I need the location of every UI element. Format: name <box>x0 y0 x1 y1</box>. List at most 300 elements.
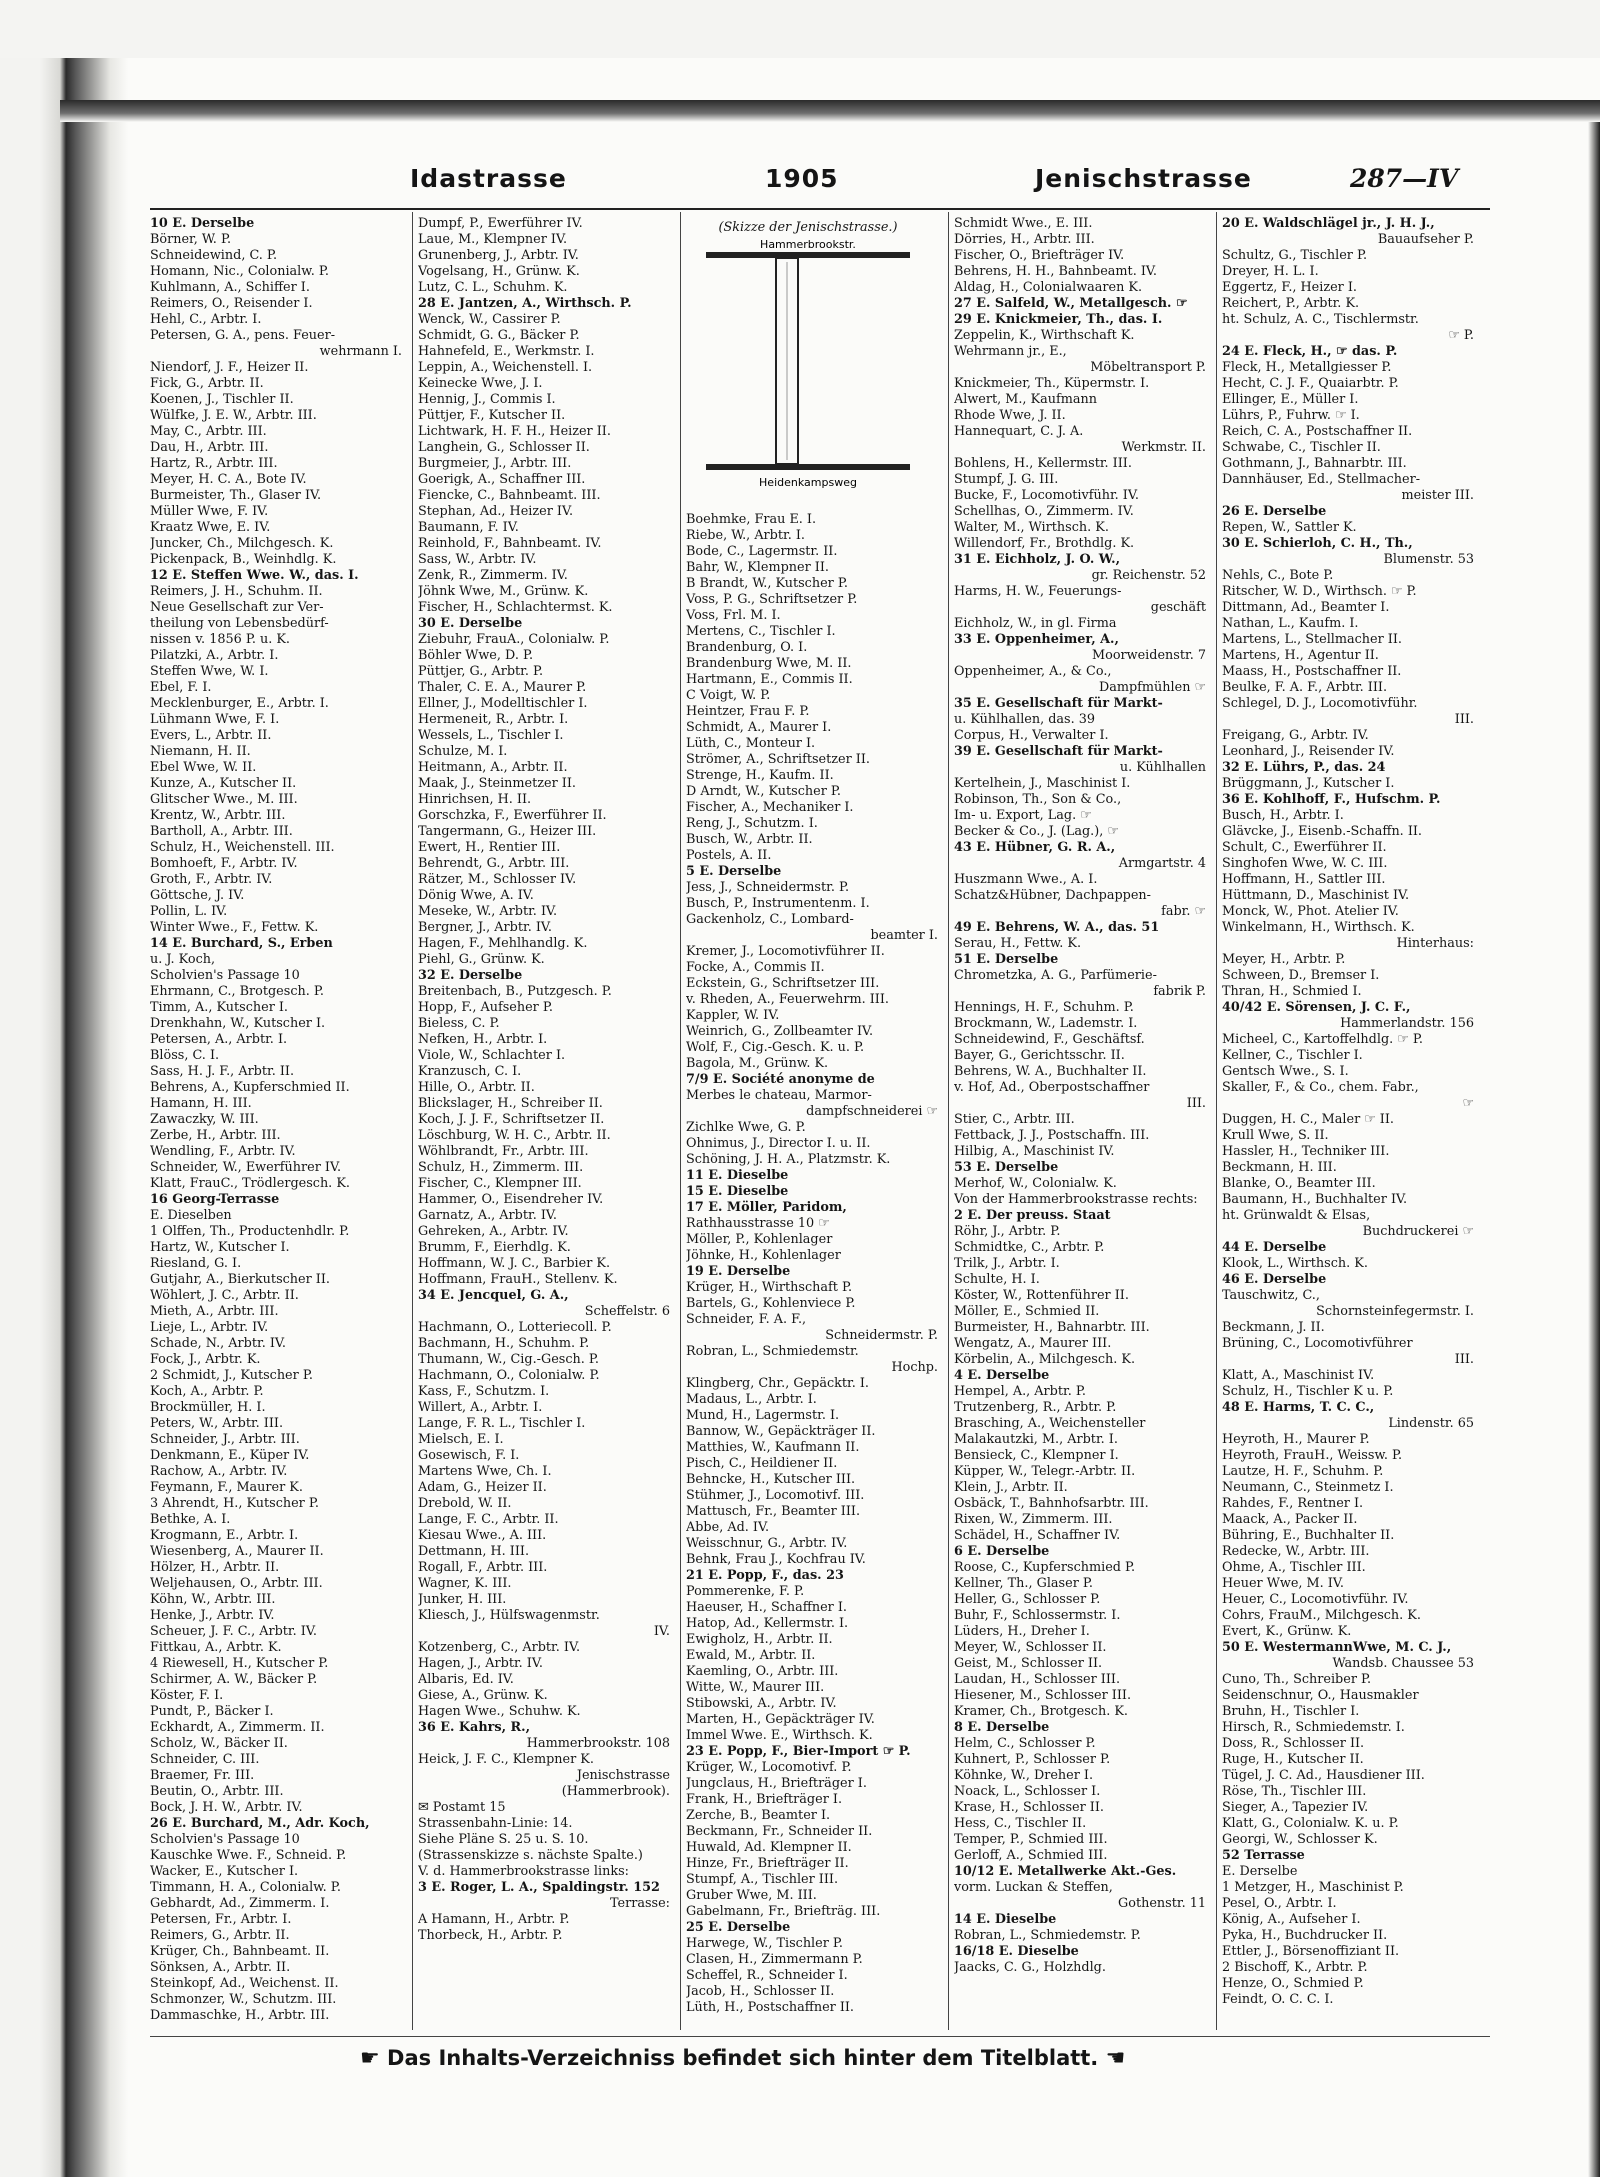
directory-entry: v. Rheden, A., Feuerwehrm. III. <box>686 992 889 1007</box>
directory-entry: Matthies, W., Kaufmann II. <box>686 1440 860 1455</box>
directory-entry: Schade, N., Arbtr. IV. <box>150 1336 286 1351</box>
column-1 <box>150 216 402 2026</box>
directory-entry: Serau, H., Fettw. K. <box>954 936 1082 951</box>
directory-entry: Heick, J. F. C., Klempner K. <box>418 1752 594 1767</box>
directory-entry: 1 Olffen, Th., Productenhdlr. P. <box>150 1224 350 1239</box>
directory-entry: Ewald, M., Arbtr. II. <box>686 1648 816 1663</box>
directory-entry: Wöhlert, J. C., Arbtr. II. <box>150 1288 299 1303</box>
directory-entry: Buhr, F., Schlossermstr. I. <box>954 1608 1121 1623</box>
directory-entry: Kliesch, J., Hülfswagenmstr. <box>418 1608 600 1623</box>
directory-entry: Kertelhein, J., Maschinist I. <box>954 776 1131 791</box>
directory-entry: Dannhäuser, Ed., Stellmacher- <box>1222 472 1421 487</box>
directory-entry: Heitmann, A., Arbtr. II. <box>418 760 568 775</box>
directory-entry: Zichlke Wwe, G. P. <box>686 1120 806 1135</box>
directory-entry: Robinson, Th., Son & Co., <box>954 792 1122 807</box>
directory-entry: Evers, L., Arbtr. II. <box>150 728 272 743</box>
directory-entry: Temper, P., Schmied III. <box>954 1832 1108 1847</box>
directory-entry: Kuhlmann, A., Schiffer I. <box>150 280 310 295</box>
directory-entry: 36 E. Kohlhoff, F., Hufschm. P. <box>1222 792 1441 807</box>
directory-entry: Pommerenke, F. P. <box>686 1584 805 1599</box>
column-divider <box>412 212 413 2030</box>
directory-entry: Tangermann, G., Heizer III. <box>418 824 597 839</box>
directory-entry: Sass, H. J. F., Arbtr. II. <box>150 1064 295 1079</box>
directory-entry: Werkmstr. II. <box>1121 440 1206 455</box>
directory-entry: B Brandt, W., Kutscher P. <box>686 576 848 591</box>
directory-entry: Zerbe, H., Arbtr. III. <box>150 1128 281 1143</box>
directory-entry: Gothenstr. 11 <box>1118 1896 1206 1911</box>
directory-entry: Fischer, O., Briefträger IV. <box>954 248 1125 263</box>
directory-entry: C Voigt, W. P. <box>686 688 771 703</box>
directory-entry: Krogmann, E., Arbtr. I. <box>150 1528 299 1543</box>
directory-entry: Heyroth, FrauH., Weissw. P. <box>1222 1448 1403 1463</box>
directory-entry: Jenischstrasse <box>576 1768 670 1783</box>
directory-entry: Beckmann, H. III. <box>1222 1160 1337 1175</box>
directory-entry: Kellner, C., Tischler I. <box>1222 1048 1363 1063</box>
directory-entry: Klein, J., Arbtr. II. <box>954 1480 1068 1495</box>
directory-entry: Busch, W., Arbtr. II. <box>686 832 813 847</box>
directory-entry: Wenck, W., Cassirer P. <box>418 312 561 327</box>
directory-entry: fabrik P. <box>1153 984 1206 999</box>
column-divider <box>948 212 949 2030</box>
directory-entry: Schellhas, O., Zimmerm. IV. <box>954 504 1134 519</box>
directory-entry: Hammer, O., Eisendreher IV. <box>418 1192 604 1207</box>
directory-entry: Brasching, A., Weichensteller <box>954 1416 1146 1431</box>
directory-entry: Thaler, C. E. A., Maurer P. <box>418 680 587 695</box>
directory-entry: Timm, A., Kutscher I. <box>150 1000 288 1015</box>
directory-entry: Helm, C., Schlosser P. <box>954 1736 1096 1751</box>
directory-entry: Kass, F., Schutzm. I. <box>418 1384 550 1399</box>
directory-entry: Bethke, A. I. <box>150 1512 231 1527</box>
directory-entry: Dumpf, P., Ewerführer IV. <box>418 216 583 231</box>
directory-entry: Zenk, R., Zimmerm. IV. <box>418 568 568 583</box>
directory-entry: Armgartstr. 4 <box>1118 856 1206 871</box>
directory-entry: Feymann, F., Maurer K. <box>150 1480 303 1495</box>
directory-entry: Glävcke, J., Eisenb.-Schaffn. II. <box>1222 824 1422 839</box>
directory-entry: Bergner, J., Arbtr. IV. <box>418 920 552 935</box>
directory-entry: 21 E. Popp, F., das. 23 <box>686 1568 844 1583</box>
directory-entry: Piehl, G., Grünw. K. <box>418 952 545 967</box>
directory-entry: Bohlens, H., Kellermstr. III. <box>954 456 1132 471</box>
directory-entry: Timmann, H. A., Colonialw. P. <box>150 1880 341 1895</box>
directory-entry: Ebel, F. I. <box>150 680 212 695</box>
directory-entry: Repen, W., Sattler K. <box>1222 520 1357 535</box>
directory-entry: Groth, F., Arbtr. IV. <box>150 872 273 887</box>
directory-entry: Bachmann, H., Schuhm. P. <box>418 1336 590 1351</box>
directory-entry: Kunze, A., Kutscher II. <box>150 776 297 791</box>
directory-entry: Garnatz, A., Arbtr. IV. <box>418 1208 557 1223</box>
directory-entry: Terrasse: <box>610 1896 670 1911</box>
directory-entry: Rixen, W., Zimmerm. III. <box>954 1512 1113 1527</box>
directory-entry: 35 E. Gesellschaft für Markt- <box>954 696 1163 711</box>
page-header <box>150 160 1490 200</box>
directory-entry: gr. Reichenstr. 52 <box>1091 568 1206 583</box>
directory-entry: Eckhardt, A., Zimmerm. II. <box>150 1720 325 1735</box>
directory-entry: 26 E. Burchard, M., Adr. Koch, <box>150 1816 370 1831</box>
directory-entry: Kraatz Wwe, E. IV. <box>150 520 271 535</box>
directory-entry: Braemer, Fr. III. <box>150 1768 255 1783</box>
directory-entry: Behrens, A., Kupferschmied II. <box>150 1080 350 1095</box>
directory-entry: Steinkopf, Ad., Weichenst. II. <box>150 1976 339 1991</box>
directory-entry: Peters, W., Arbtr. III. <box>150 1416 284 1431</box>
directory-entry: Kaemling, O., Arbtr. III. <box>686 1664 839 1679</box>
directory-entry: 2 Bischoff, K., Arbtr. P. <box>1222 1960 1368 1975</box>
directory-entry: Behncke, H., Kutscher III. <box>686 1472 856 1487</box>
directory-entry: Brandenburg Wwe, M. II. <box>686 656 852 671</box>
directory-entry: Abbe, Ad. IV. <box>686 1520 770 1535</box>
directory-entry: Schlegel, D. J., Locomotivführ. <box>1222 696 1418 711</box>
directory-entry: Mielsch, E. I. <box>418 1432 504 1447</box>
directory-entry: Mattusch, Fr., Beamter III. <box>686 1504 861 1519</box>
directory-entry: Jöhnke, H., Kohlenlager <box>686 1248 841 1263</box>
directory-entry: 6 E. Derselbe <box>954 1544 1050 1559</box>
directory-entry: Gorschzka, F., Ewerführer II. <box>418 808 607 823</box>
directory-entry: Bahr, W., Klempner II. <box>686 560 829 575</box>
directory-entry: Ohnimus, J., Director I. u. II. <box>686 1136 871 1151</box>
directory-entry: Jacob, H., Schlosser II. <box>686 1984 835 1999</box>
directory-entry: Pyka, H., Buchdrucker II. <box>1222 1928 1388 1943</box>
directory-entry: Feindt, O. C. C. I. <box>1222 1992 1334 2007</box>
directory-entry: Hiesener, M., Schlosser III. <box>954 1688 1132 1703</box>
directory-entry: Börner, W. P. <box>150 232 232 247</box>
directory-entry: Bartholl, A., Arbtr. III. <box>150 824 293 839</box>
directory-entry: 44 E. Derselbe <box>1222 1240 1327 1255</box>
directory-entry: Madaus, L., Arbtr. I. <box>686 1392 817 1407</box>
directory-entry: Bühring, E., Buchhalter II. <box>1222 1528 1395 1543</box>
directory-entry: Schneidewind, C. P. <box>150 248 278 263</box>
directory-entry: 30 E. Schierloh, C. H., Th., <box>1222 536 1413 551</box>
directory-entry: Harwege, W., Tischler P. <box>686 1936 843 1951</box>
directory-entry: Kellner, Th., Glaser P. <box>954 1576 1093 1591</box>
directory-entry: Stephan, Ad., Heizer IV. <box>418 504 574 519</box>
directory-entry: Pesel, O., Arbtr. I. <box>1222 1896 1337 1911</box>
directory-entry: Singhofen Wwe, W. C. III. <box>1222 856 1388 871</box>
directory-entry: Juncker, Ch., Milchgesch. K. <box>150 536 334 551</box>
directory-entry: fabr. ☞ <box>1161 904 1206 919</box>
directory-entry: Winkelmann, H., Wirthsch. K. <box>1222 920 1415 935</box>
directory-entry: Hoffmann, H., Sattler III. <box>1222 872 1386 887</box>
directory-entry: dampfschneiderei ☞ <box>806 1104 938 1119</box>
directory-entry: Duggen, H. C., Maler ☞ II. <box>1222 1112 1394 1127</box>
directory-entry: Wessels, L., Tischler I. <box>418 728 564 743</box>
directory-entry: 15 E. Dieselbe <box>686 1184 789 1199</box>
directory-entry: Reimers, J. H., Schuhm. II. <box>150 584 323 599</box>
pointing-hand-icon: ☚ <box>1105 2046 1126 2071</box>
directory-entry: Stibowski, A., Arbtr. IV. <box>686 1696 837 1711</box>
directory-entry: 49 E. Behrens, W. A., das. 51 <box>954 920 1160 935</box>
directory-entry: Jöhnk Wwe, M., Grünw. K. <box>418 584 589 599</box>
directory-entry: Breitenbach, B., Putzgesch. P. <box>418 984 612 999</box>
sketch-top-street: Hammerbrookstr. <box>760 238 856 251</box>
directory-entry: Neue Gesellschaft zur Ver- <box>150 600 324 615</box>
directory-entry: Kuhnert, P., Schlosser P. <box>954 1752 1111 1767</box>
directory-entry: Gerloff, A., Schmied III. <box>954 1848 1108 1863</box>
directory-entry: Lüders, H., Dreher I. <box>954 1624 1090 1639</box>
directory-entry: Schornsteinfegermstr. I. <box>1316 1304 1474 1319</box>
directory-entry: Heuer, C., Locomotivführ. IV. <box>1222 1592 1409 1607</box>
directory-entry: Walter, M., Wirthsch. K. <box>954 520 1109 535</box>
directory-entry: Marten, H., Gepäckträger IV. <box>686 1712 875 1727</box>
directory-entry: Osbäck, T., Bahnhofsarbtr. III. <box>954 1496 1149 1511</box>
directory-entry: 4 Riewesell, H., Kutscher P. <box>150 1656 329 1671</box>
directory-entry: Hilbig, A., Maschinist IV. <box>954 1144 1115 1159</box>
directory-entry: Trilk, J., Arbtr. I. <box>954 1256 1060 1271</box>
directory-entry: Von der Hammerbrookstrasse rechts: <box>954 1192 1198 1207</box>
directory-entry: Witte, W., Maurer III. <box>686 1680 825 1695</box>
directory-entry: Baumann, H., Buchhalter IV. <box>1222 1192 1408 1207</box>
directory-entry: Strömer, A., Schriftsetzer II. <box>686 752 870 767</box>
directory-entry: V. d. Hammerbrookstrasse links: <box>418 1864 629 1879</box>
directory-entry: Junker, H. III. <box>418 1592 507 1607</box>
directory-entry: Blumenstr. 53 <box>1383 552 1474 567</box>
directory-entry: theilung von Lebensbedürf- <box>150 616 329 631</box>
directory-entry: Im- u. Export, Lag. ☞ <box>954 808 1092 823</box>
directory-entry: Hahnefeld, E., Werkmstr. I. <box>418 344 595 359</box>
directory-entry: Weinrich, G., Zollbeamter IV. <box>686 1024 874 1039</box>
directory-entry: Schween, D., Bremser I. <box>1222 968 1380 983</box>
column-3 <box>686 216 938 2026</box>
directory-entry: Aldag, H., Colonialwaaren K. <box>954 280 1143 295</box>
directory-entry: Bauaufseher P. <box>1377 232 1474 247</box>
directory-entry: Pisch, C., Heildiener II. <box>686 1456 838 1471</box>
directory-entry: Bruhn, H., Tischler I. <box>1222 1704 1360 1719</box>
directory-entry: Ewigholz, H., Arbtr. II. <box>686 1632 833 1647</box>
directory-entry: meister III. <box>1401 488 1474 503</box>
directory-entry: Riesland, G. I. <box>150 1256 242 1271</box>
directory-entry: Ebel Wwe, W. II. <box>150 760 257 775</box>
directory-entry: Willendorf, Fr., Brothdlg. K. <box>954 536 1135 551</box>
directory-entry: Jungclaus, H., Briefträger I. <box>686 1776 867 1791</box>
directory-entry: Köhn, W., Arbtr. III. <box>150 1592 276 1607</box>
directory-entry: 32 E. Lührs, P., das. 24 <box>1222 760 1386 775</box>
directory-entry: Krull Wwe, S. II. <box>1222 1128 1329 1143</box>
header-page-number: 287—IV <box>1350 164 1459 193</box>
directory-entry: Behrens, H. H., Bahnbeamt. IV. <box>954 264 1157 279</box>
directory-entry: Ehrmann, C., Brotgesch. P. <box>150 984 324 999</box>
directory-entry: Oppenheimer, A., & Co., <box>954 664 1112 679</box>
sketch-bottom-street-band <box>706 464 910 470</box>
directory-entry: Mertens, C., Tischler I. <box>686 624 836 639</box>
directory-entry: Schmidtke, C., Arbtr. P. <box>954 1240 1105 1255</box>
directory-entry: 33 E. Oppenheimer, A., <box>954 632 1119 647</box>
directory-entry: 39 E. Gesellschaft für Markt- <box>954 744 1163 759</box>
directory-entry: Rhode Wwe, J. II. <box>954 408 1066 423</box>
directory-entry: Alwert, M., Kaufmann <box>954 392 1097 407</box>
directory-entry: Dettmann, H. III. <box>418 1544 530 1559</box>
directory-entry: Koch, A., Arbtr. P. <box>150 1384 264 1399</box>
directory-entry: Heller, G., Schlosser P. <box>954 1592 1101 1607</box>
directory-entry: Stumpf, A., Tischler III. <box>686 1872 839 1887</box>
directory-entry: Strassenbahn-Linie: 14. <box>418 1816 573 1831</box>
directory-entry: Burgmeier, J., Arbtr. III. <box>418 456 572 471</box>
directory-entry: Grunenberg, J., Arbtr. IV. <box>418 248 579 263</box>
directory-entry: Hagen, F., Mehlhandlg. K. <box>418 936 588 951</box>
directory-entry: Krüger, H., Wirthschaft P. <box>686 1280 853 1295</box>
directory-entry: (Strassenskizze s. nächste Spalte.) <box>418 1848 643 1863</box>
directory-entry: Schneider, J., Arbtr. III. <box>150 1432 300 1447</box>
directory-entry: Lichtwark, H. F. H., Heizer II. <box>418 424 611 439</box>
directory-entry: Hinrichsen, H. II. <box>418 792 532 807</box>
directory-entry: Trutzenberg, R., Arbtr. P. <box>954 1400 1117 1415</box>
directory-entry: Martens, H., Agentur II. <box>1222 648 1379 663</box>
street-sketch-drawing <box>698 236 918 502</box>
directory-entry: Leonhard, J., Reisender IV. <box>1222 744 1395 759</box>
directory-entry: Mieth, A., Arbtr. III. <box>150 1304 279 1319</box>
directory-entry: 53 E. Derselbe <box>954 1160 1059 1175</box>
scan-border-left <box>0 58 128 2177</box>
directory-entry: Fischer, H., Schlachtermst. K. <box>418 600 613 615</box>
directory-entry: Fock, J., Arbtr. K. <box>150 1352 261 1367</box>
directory-entry: IV. <box>653 1624 670 1639</box>
directory-entry: Hammerbrookstr. 108 <box>526 1736 670 1751</box>
directory-entry: Wiesenberg, A., Maurer II. <box>150 1544 324 1559</box>
directory-entry: Hatop, Ad., Kellermstr. I. <box>686 1616 849 1631</box>
directory-entry: Robran, L., Schmiedemstr. <box>686 1344 859 1359</box>
directory-entry: Bannow, W., Gepäckträger II. <box>686 1424 876 1439</box>
directory-entry: König, A., Aufseher I. <box>1222 1912 1361 1927</box>
directory-entry: Koch, J. J. F., Schriftsetzer II. <box>418 1112 605 1127</box>
directory-entry: Blanke, O., Beamter III. <box>1222 1176 1376 1191</box>
directory-entry: Schulz, H., Zimmerm. III. <box>418 1160 584 1175</box>
directory-entry: Klatt, FrauC., Trödlergesch. K. <box>150 1176 350 1191</box>
directory-entry: Schmonzer, W., Schutzm. III. <box>150 1992 337 2007</box>
directory-entry: Scheffelstr. 6 <box>584 1304 670 1319</box>
directory-entry: Köhnke, W., Dreher I. <box>954 1768 1094 1783</box>
directory-entry: Schirmer, A. W., Bäcker P. <box>150 1672 318 1687</box>
footer-text: Das Inhalts-Verzeichniss befindet sich hinter dem Titelblatt. <box>387 2046 1099 2070</box>
directory-entry: Krentz, W., Arbtr. III. <box>150 808 286 823</box>
directory-entry: Gebhardt, Ad., Zimmerm. I. <box>150 1896 330 1911</box>
directory-entry: Merbes le chateau, Marmor- <box>686 1088 872 1103</box>
directory-entry: Ettler, J., Börsenoffiziant II. <box>1222 1944 1400 1959</box>
directory-entry: Hinze, Fr., Briefträger II. <box>686 1856 849 1871</box>
directory-entry: ✉ Postamt 15 <box>418 1800 506 1815</box>
directory-entry: Röhr, J., Arbtr. P. <box>954 1224 1061 1239</box>
directory-entry: Doss, R., Schlosser II. <box>1222 1736 1365 1751</box>
directory-entry: Hecht, C. J. F., Quaiarbtr. P. <box>1222 376 1399 391</box>
directory-entry: Behrendt, G., Arbtr. III. <box>418 856 570 871</box>
directory-entry: Hamann, H. III. <box>150 1096 252 1111</box>
directory-entry: Beckmann, Fr., Schneider II. <box>686 1824 873 1839</box>
directory-entry: Hopp, F., Aufseher P. <box>418 1000 553 1015</box>
directory-entry: Dreyer, H. L. I. <box>1222 264 1319 279</box>
directory-entry: 14 E. Burchard, S., Erben <box>150 936 333 951</box>
directory-entry: Krase, H., Schlosser II. <box>954 1800 1104 1815</box>
directory-entry: Blickslager, H., Schreiber II. <box>418 1096 603 1111</box>
directory-entry: Willert, A., Arbtr. I. <box>418 1400 543 1415</box>
directory-entry: Hempel, A., Arbtr. P. <box>954 1384 1086 1399</box>
directory-entry: Viole, W., Schlachter I. <box>418 1048 566 1063</box>
directory-entry: Evert, K., Grünw. K. <box>1222 1624 1352 1639</box>
directory-entry: Ewert, H., Rentier III. <box>418 840 561 855</box>
directory-entry: Nathan, L., Kaufm. I. <box>1222 616 1359 631</box>
directory-entry: 50 E. WestermannWwe, M. C. J., <box>1222 1640 1452 1655</box>
directory-entry: Gabelmann, Fr., Briefträg. III. <box>686 1904 881 1919</box>
directory-entry: E. Derselbe <box>1222 1864 1298 1879</box>
directory-entry: Langhein, G., Schlosser II. <box>418 440 590 455</box>
directory-entry: Heyroth, H., Maurer P. <box>1222 1432 1370 1447</box>
column-5 <box>1222 216 1474 2026</box>
directory-entry: Hennings, H. F., Schuhm. P. <box>954 1000 1134 1015</box>
directory-entry: Homann, Nic., Colonialw. P. <box>150 264 329 279</box>
directory-entry: Goerigk, A., Schaffner III. <box>418 472 586 487</box>
directory-entry: 10/12 E. Metallwerke Akt.-Ges. <box>954 1864 1177 1879</box>
directory-entry: Cuno, Th., Schreiber P. <box>1222 1672 1372 1687</box>
scan-border-right <box>1588 100 1600 2177</box>
directory-entry: Brandenburg, O. I. <box>686 640 808 655</box>
directory-entry: Lange, F. R. L., Tischler I. <box>418 1416 586 1431</box>
directory-entry: Harms, H. W., Feuerungs- <box>954 584 1122 599</box>
directory-entry: Brüning, C., Locomotivführer <box>1222 1336 1413 1351</box>
directory-entry: Heuer Wwe, M. IV. <box>1222 1576 1344 1591</box>
directory-entry: Tügel, J. C. Ad., Hausdiener III. <box>1222 1768 1425 1783</box>
directory-entry: Kappler, W. IV. <box>686 1008 780 1023</box>
directory-entry: Becker & Co., J. (Lag.), ☞ <box>954 824 1119 839</box>
directory-entry: Schneider, F. A. F., <box>686 1312 807 1327</box>
directory-entry: Huszmann Wwe., A. I. <box>954 872 1098 887</box>
directory-entry: v. Hof, Ad., Oberpostschaffner <box>954 1080 1150 1095</box>
directory-entry: Albaris, Ed. IV. <box>418 1672 514 1687</box>
directory-entry: Schmidt, G. G., Bäcker P. <box>418 328 580 343</box>
directory-entry: 40/42 E. Sörensen, J. C. F., <box>1222 1000 1411 1015</box>
directory-entry: Rogall, F., Arbtr. III. <box>418 1560 548 1575</box>
directory-entry: Hagen Wwe., Schuhw. K. <box>418 1704 581 1719</box>
sketch-top-street-band <box>706 252 910 258</box>
directory-entry: 14 E. Dieselbe <box>954 1912 1057 1927</box>
directory-entry: Kranzusch, C. I. <box>418 1064 522 1079</box>
directory-entry: Bock, J. H. W., Arbtr. IV. <box>150 1800 303 1815</box>
directory-entry: Petersen, G. A., pens. Feuer- <box>150 328 336 343</box>
directory-entry: Niemann, H. II. <box>150 744 251 759</box>
directory-entry: 51 E. Derselbe <box>954 952 1059 967</box>
directory-entry: Schwabe, C., Tischler II. <box>1222 440 1381 455</box>
directory-entry: 7/9 E. Société anonyme de <box>686 1072 875 1087</box>
directory-entry: Lautze, H. F., Schuhm. P. <box>1222 1464 1384 1479</box>
directory-entry: Gothmann, J., Bahnarbtr. III. <box>1222 456 1407 471</box>
directory-entry: Klook, L., Wirthsch. K. <box>1222 1256 1368 1271</box>
directory-entry: Ziebuhr, FrauA., Colonialw. P. <box>418 632 610 647</box>
directory-entry: Brockmüller, H. I. <box>150 1400 266 1415</box>
directory-entry: Pickenpack, B., Weinhdlg. K. <box>150 552 337 567</box>
directory-entry: Püttjer, G., Arbtr. P. <box>418 664 544 679</box>
directory-entry: Maass, H., Postschaffner II. <box>1222 664 1402 679</box>
directory-entry: Hille, O., Arbtr. II. <box>418 1080 535 1095</box>
directory-entry: Stühmer, J., Locomotivf. III. <box>686 1488 865 1503</box>
directory-entry: May, C., Arbtr. III. <box>150 424 267 439</box>
directory-entry: Scheuer, J. F. C., Arbtr. IV. <box>150 1624 317 1639</box>
directory-entry: Scholvien's Passage 10 <box>150 968 300 983</box>
directory-entry: Brumm, F., Eierhdlg. K. <box>418 1240 571 1255</box>
directory-entry: Laudan, H., Schlosser III. <box>954 1672 1121 1687</box>
directory-entry: Nehls, C., Bote P. <box>1222 568 1334 583</box>
directory-entry: Schulz, H., Tischler K u. P. <box>1222 1384 1394 1399</box>
directory-entry: 17 E. Möller, Paridom, <box>686 1200 847 1215</box>
directory-entry: Clasen, H., Zimmermann P. <box>686 1952 863 1967</box>
directory-entry: 28 E. Jantzen, A., Wirthsch. P. <box>418 296 632 311</box>
directory-entry: Gehreken, A., Arbtr. IV. <box>418 1224 569 1239</box>
directory-entry: 16/18 E. Dieselbe <box>954 1944 1079 1959</box>
directory-entry: Reimers, G., Arbtr. II. <box>150 1928 290 1943</box>
directory-entry: 27 E. Salfeld, W., Metallgesch. ☞ <box>954 296 1188 311</box>
directory-entry: Behnk, Frau J., Kochfrau IV. <box>686 1552 866 1567</box>
directory-entry: Busch, H., Arbtr. I. <box>1222 808 1344 823</box>
directory-entry: Schatz&Hübner, Dachpappen- <box>954 888 1151 903</box>
directory-entry: Fischer, C., Klempner III. <box>418 1176 582 1191</box>
directory-entry: Mund, H., Lagermstr. I. <box>686 1408 840 1423</box>
directory-entry: Ruge, H., Kutscher II. <box>1222 1752 1364 1767</box>
directory-entry: 43 E. Hübner, G. R. A., <box>954 840 1116 855</box>
directory-entry: Haeuser, H., Schaffner I. <box>686 1600 847 1615</box>
directory-entry: Reinhold, F., Bahnbeamt. IV. <box>418 536 602 551</box>
